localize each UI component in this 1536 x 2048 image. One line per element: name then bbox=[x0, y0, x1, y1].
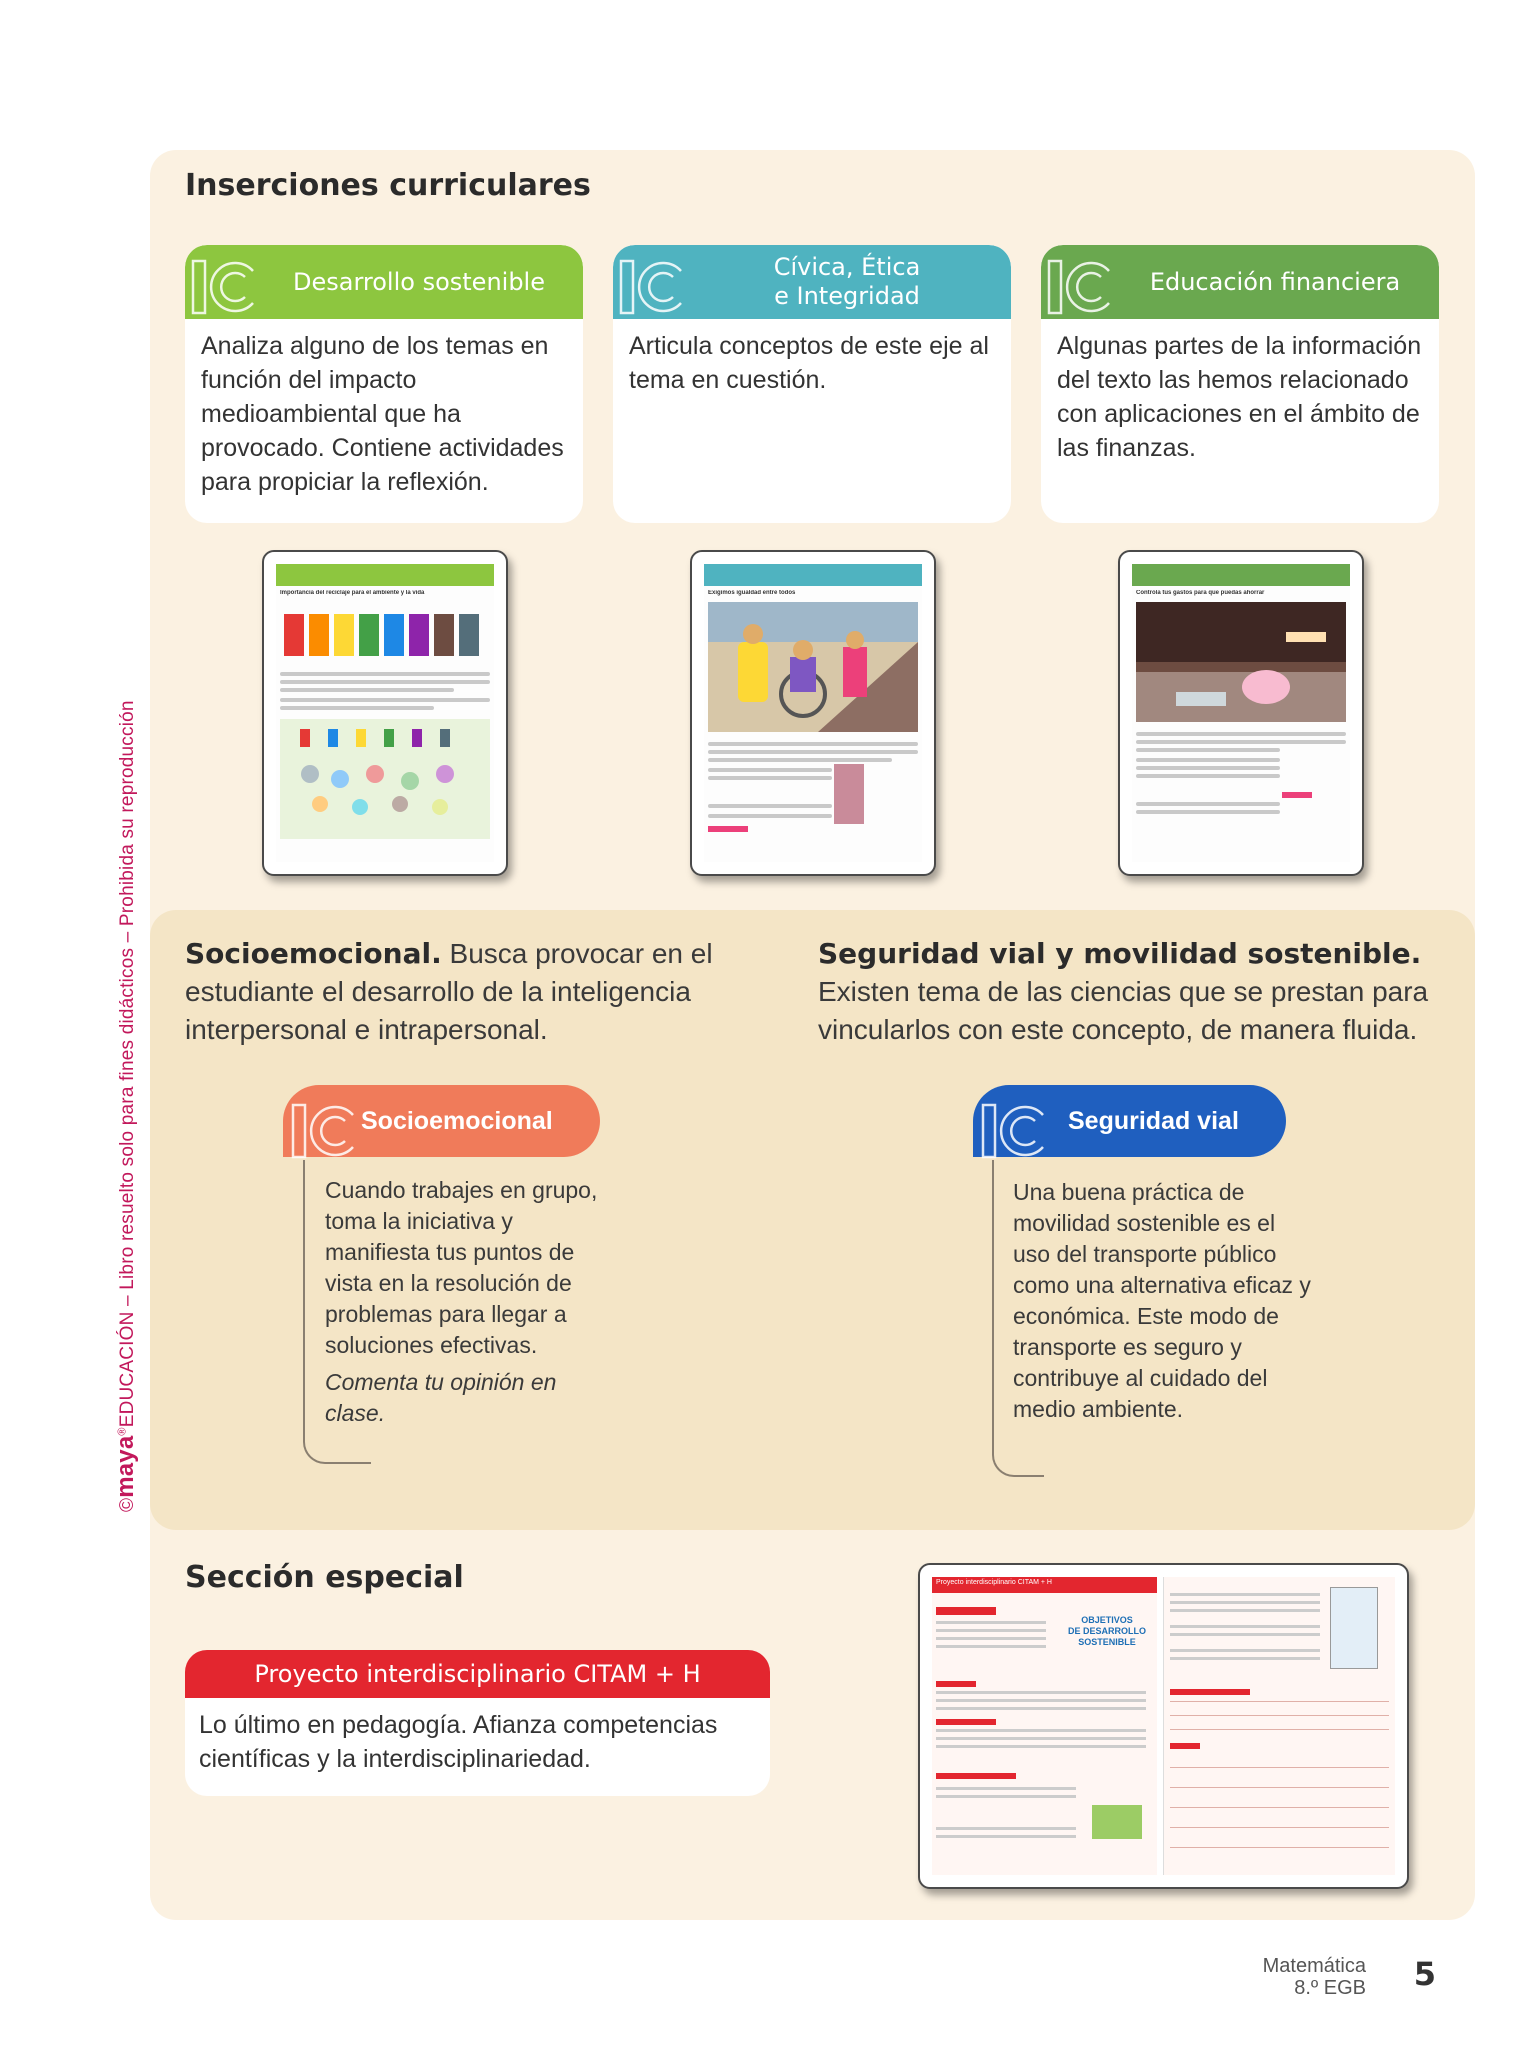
sdg-logo-line1: OBJETIVOS bbox=[1081, 1615, 1133, 1625]
card-header-label bbox=[693, 245, 1001, 319]
ic-logo-icon bbox=[189, 257, 259, 317]
socioemotional-pill bbox=[283, 1085, 600, 1157]
sdg-logo bbox=[1062, 1615, 1152, 1659]
footer-subject-name: Matemática bbox=[1262, 1955, 1366, 1977]
card-financial-education bbox=[1041, 245, 1439, 523]
socioemotional-lead: Socioemocional. bbox=[185, 937, 442, 970]
registered-mark: ® bbox=[116, 1427, 129, 1436]
road-safety-pill bbox=[973, 1085, 1286, 1157]
socioemotional-body bbox=[325, 1175, 615, 1429]
card-body-text: Algunas partes de la información del texto las hemos relacionado con aplicaciones en el ámbito de las finanzas. bbox=[1057, 332, 1422, 462]
thumb-header-bar bbox=[1132, 564, 1350, 586]
sdg-logo-line3: SOSTENIBLE bbox=[1078, 1637, 1136, 1647]
footer-grade: 8.º EGB bbox=[1294, 1977, 1366, 1999]
elevator-figure bbox=[834, 764, 864, 824]
card-header-line1: Cívica, Ética bbox=[773, 253, 921, 281]
socioemotional-text: Busca provocar en el estudiante el desarrollo de la inteligencia interpersonal e intrapersonal. bbox=[185, 938, 713, 1045]
copyright-symbol: © bbox=[117, 1497, 138, 1512]
card-body-text: Articula conceptos de este eje al tema en cuestión. bbox=[629, 332, 989, 394]
socioemotional-body-text: Cuando trabajes en grupo, toma la iniciativa y manifiesta tus puntos de vista en la resolución de problemas para llegar a soluciones efectivas. bbox=[325, 1177, 598, 1358]
thumb-title: Importancia del reciclaje para el ambiente y la vida bbox=[280, 590, 425, 596]
brand-logo: maya bbox=[112, 1435, 139, 1498]
road-safety-pill-label: Seguridad vial bbox=[1068, 1106, 1239, 1135]
card-body-text: Analiza alguno de los temas en función del impacto medioambiental que ha provocado. Contiene actividades para propiciar la reflexión. bbox=[201, 332, 564, 496]
socioemotional-pill-label: Socioemocional bbox=[361, 1106, 553, 1135]
section-title-special: Sección especial bbox=[185, 1560, 464, 1595]
copyright-text: EDUCACIÓN – Libro resuelto solo para fines didácticos – Prohibida su reproducción bbox=[117, 700, 138, 1428]
card-header-label: Desarrollo sostenible bbox=[293, 267, 545, 296]
activity-box bbox=[280, 719, 490, 839]
ic-logo-icon bbox=[289, 1101, 359, 1161]
special-project-header: Proyecto interdisciplinario CITAM + H bbox=[185, 1650, 770, 1698]
special-project-body: Lo último en pedagogía. Afianza competencias científicas y la interdisciplinariedad. bbox=[199, 1711, 718, 1773]
ic-logo-icon bbox=[617, 257, 687, 317]
thumb-title: Exigimos igualdad entre todos bbox=[708, 590, 796, 596]
thumb-header-bar bbox=[704, 564, 922, 586]
socioemotional-italic-text: Comenta tu opinión en clase. bbox=[325, 1369, 557, 1426]
wheelchair-photo bbox=[708, 602, 918, 732]
road-safety-body: Una buena práctica de movilidad sostenible es el uso del transporte público como una alternativa eficaz y económica. Este modo de transporte es seguro y contribuye al cuidado del medio ambiente. bbox=[1013, 1179, 1311, 1422]
ic-logo-icon bbox=[1045, 257, 1115, 317]
page-thumbnail-equality bbox=[690, 550, 936, 876]
card-civics-ethics bbox=[613, 245, 1011, 523]
road-safety-text: Existen tema de las ciencias que se prestan para vincularlos con este concepto, de manera fluida. bbox=[818, 976, 1429, 1045]
ic-logo-icon bbox=[979, 1101, 1049, 1161]
footer-subject bbox=[1263, 1955, 1366, 1999]
road-safety-lead: Seguridad vial y movilidad sostenible. bbox=[818, 937, 1422, 970]
spread-title: Proyecto interdisciplinario CITAM + H bbox=[936, 1579, 1052, 1586]
card-header-line2: e Integridad bbox=[774, 282, 920, 310]
project-spread-thumbnail bbox=[918, 1563, 1409, 1889]
sdg-logo-line2: DE DESARROLLO bbox=[1067, 1626, 1146, 1636]
road-safety-description bbox=[818, 935, 1438, 1049]
copyright-notice bbox=[112, 700, 140, 1512]
socioemotional-description bbox=[185, 935, 745, 1049]
piggy-bank-photo bbox=[1136, 602, 1346, 722]
thumb-header-bar bbox=[276, 564, 494, 586]
special-project-card bbox=[185, 1650, 770, 1796]
card-sustainable-development bbox=[185, 245, 583, 523]
card-header bbox=[1041, 245, 1439, 319]
spread-right-page bbox=[1163, 1577, 1395, 1875]
page-thumbnail-recycling bbox=[262, 550, 508, 876]
section-title-curricular: Inserciones curriculares bbox=[185, 168, 591, 203]
page-number: 5 bbox=[1413, 1955, 1436, 1993]
spread-left-page bbox=[932, 1577, 1157, 1875]
card-header bbox=[185, 245, 583, 319]
page-thumbnail-finance bbox=[1118, 550, 1364, 876]
card-header bbox=[613, 245, 1011, 319]
recycling-bins-image bbox=[282, 604, 488, 664]
card-header-label: Educación financiera bbox=[1149, 267, 1401, 296]
thumb-title: Controla tus gastos para que puedas ahorrar bbox=[1136, 590, 1265, 596]
